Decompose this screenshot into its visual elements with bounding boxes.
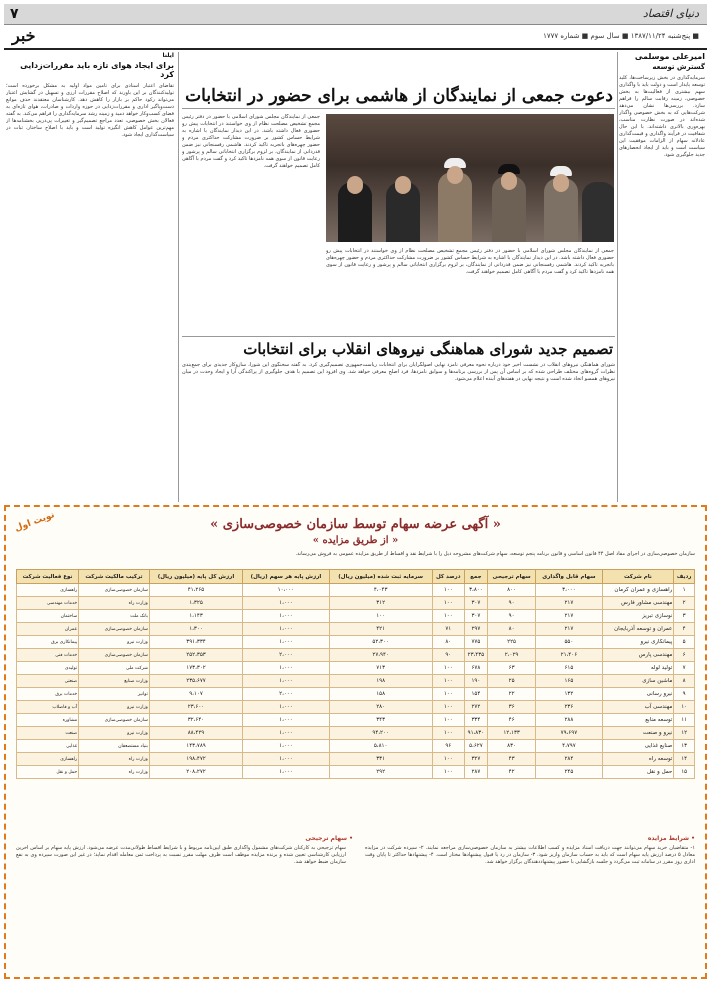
table-cell: ۳: [674, 610, 695, 623]
table-header-cell: سرمایه ثبت شده (میلیون ریال): [329, 570, 432, 584]
table-cell: ۱،۰۰۰: [243, 766, 330, 779]
sidebar-headline: امیرعلی موسلمی: [634, 52, 705, 61]
ad-subtitle: « از طریق مزایده »: [312, 535, 399, 546]
table-cell: ۹۰: [432, 649, 464, 662]
table-cell: ۲،۰۰۰: [243, 649, 330, 662]
table-cell: ۹۱،۸۳۰: [464, 727, 487, 740]
table-cell: ۱،۰۰۰: [243, 714, 330, 727]
person-face: [347, 176, 363, 194]
table-header-cell: نوع فعالیت شرکت: [17, 570, 79, 584]
table-header-cell: سهام ترجیحی: [487, 570, 535, 584]
table-cell: ۳۶: [487, 701, 535, 714]
table-cell: ۱،۰۰۰: [243, 675, 330, 688]
table-cell: وزارت راه: [79, 753, 150, 766]
table-cell: راهسازی و عمران کرمان: [602, 584, 674, 597]
main-story-body-left: جمعی از نمایندگان مجلس شورای اسلامی با حضور در دفتر رئیس مجمع تشخیص مصلحت نظام از وی خواستند در انتخابات پیش رو حضوری فعال داشته باشد. در این دیدار نمایندگان با اشاره به شرایط حساس کشور بر ضرورت مشارکت حداکثری مردم و حضور چهره‌های باتجربه تاکید کردند. هاشمی رفسنجانی نیز ضمن قدردانی از نمایندگان، بر لزوم برگزاری انتخاباتی سالم و پرشور و رعایت قانون از سوی همه نامزدها تاکید کرد و گفت مردم با آگاهی کامل تصمیم خواهند گرفت.: [182, 114, 320, 169]
table-cell: ۸۰۰: [487, 584, 535, 597]
table-cell: ۹۰: [487, 597, 535, 610]
table-cell: ۹: [674, 688, 695, 701]
table-cell: ۳۲،۶۴۰: [149, 714, 242, 727]
table-cell: ۱: [674, 584, 695, 597]
table-cell: ۶۱۵: [536, 662, 602, 675]
table-header-row: [17, 570, 695, 584]
table-cell: ۱۰۰: [432, 701, 464, 714]
table-cell: ۱،۰۰۰: [243, 753, 330, 766]
table-header-cell: ردیف: [674, 570, 695, 584]
ad-title: « آگهی عرضه سهام توسط سازمان خصوصی‌سازی »: [210, 517, 501, 532]
table-cell: راهسازی: [17, 753, 79, 766]
table-cell: ۱۰۰: [432, 688, 464, 701]
table-cell: ۱۹۰: [464, 675, 487, 688]
table-cell: ۱۰: [674, 701, 695, 714]
table-cell: وزارت نیرو: [79, 727, 150, 740]
paper-title: دنیای اقتصاد: [642, 7, 699, 20]
preferred-shares-heading: • سهام ترجیحی: [305, 835, 353, 842]
table-cell: تولید لوله: [602, 662, 674, 675]
page-number: ۷: [10, 6, 19, 22]
table-cell: ۲۱۷: [536, 623, 602, 636]
second-story-body: شورای هماهنگی نیروهای انقلاب در نشست اخیر خود درباره نحوه معرفی نامزد نهایی اصولگرایان برای انتخابات ریاست‌جمهوری تصمیم‌گیری کرد. به گفته سخنگوی این شورا، سازوکار جدیدی برای جمع‌بندی نظرات گروه‌های مختلف طراحی شده که بر اساس آن پس از بررسی برنامه‌ها و سوابق نامزدها، فرد اصلح معرفی خواهد شد. وی افزود این تصمیم با هدف جلوگیری از پراکندگی آرا و ایجاد وحدت در میان نیروهای همسو اتخاذ شده است و نتیجه نهایی در هفته‌های آینده اعلام می‌شود.: [182, 362, 615, 382]
table-cell: ۱۰۰: [432, 766, 464, 779]
person-face: [447, 166, 463, 184]
table-cell: ۲۸۷: [464, 766, 487, 779]
person-figure: [582, 182, 614, 242]
table-row: [17, 636, 695, 649]
table-cell: ۱۵۸: [329, 688, 432, 701]
table-cell: ۵۵۰: [536, 636, 602, 649]
table-header-cell: سهام قابل واگذاری: [536, 570, 602, 584]
table-row: [17, 714, 695, 727]
table-cell: صنعت: [17, 727, 79, 740]
table-cell: ۱،۱۴۳: [149, 610, 242, 623]
table-row: [17, 766, 695, 779]
table-cell: مهندسی مشاور فارس: [602, 597, 674, 610]
shares-table: [16, 569, 695, 779]
table-cell: ۶۷۸: [464, 662, 487, 675]
table-row: [17, 623, 695, 636]
table-cell: ۲۱،۴۰۶: [536, 649, 602, 662]
table-cell: ۷: [674, 662, 695, 675]
table-cell: ۲۲: [487, 688, 535, 701]
table-row: [17, 662, 695, 675]
table-cell: ۲۵: [487, 675, 535, 688]
table-cell: نیرو رسانی: [602, 688, 674, 701]
story-rule: [182, 336, 615, 337]
table-cell: غذایی: [17, 740, 79, 753]
table-cell: ۴: [674, 623, 695, 636]
table-cell: سازمان خصوصی‌سازی: [79, 649, 150, 662]
privatization-ad: [4, 505, 707, 979]
table-cell: ۸۰: [487, 623, 535, 636]
table-row: [17, 753, 695, 766]
table-cell: ۱،۰۰۰: [243, 636, 330, 649]
table-cell: ماشین سازی: [602, 675, 674, 688]
conditions-text: ۱- متقاضیان خرید سهام می‌توانند جهت دریافت اسناد مزایده و کسب اطلاعات بیشتر به سازمان خصوصی‌سازی مراجعه نمایند. ۲- سپرده شرکت در مزایده معادل ۵ درصد ارزش پایه سهام است که باید به حساب سازمان واریز شود. ۳- سازمان در رد یا قبول پیشنهادها مختار است. ۴- پیشنهادها حداکثر تا پایان وقت اداری روز مقرر در سامانه ثبت می‌گردد و جلسه بازگشایی با حضور پیشنهاددهندگان برگزار خواهد شد.: [365, 845, 695, 865]
table-cell: آب و فاضلاب: [17, 701, 79, 714]
table-cell: ۱۰۰: [432, 675, 464, 688]
news-photo: [326, 114, 614, 242]
table-cell: ۲۵۲،۳۵۳: [149, 649, 242, 662]
ad-intro: سازمان خصوصی‌سازی در اجرای مفاد اصل ۴۴ قانون اساسی و قانون برنامه پنجم توسعه، سهام شرکت‌های مشروحه ذیل را با شرایط نقد و اقساط از طریق مزایده عمومی به فروش می‌رساند.: [295, 551, 695, 557]
table-cell: ۱۴: [674, 753, 695, 766]
table-row: [17, 597, 695, 610]
table-header-cell: نام شرکت: [602, 570, 674, 584]
sidebar-body: سرمایه‌گذاری در بخش زیرساخت‌ها، کلید توسعه پایدار است و دولت باید با واگذاری سهم بیشتری از فعالیت‌ها به بخش خصوصی، زمینه رقابت سالم را فراهم سازد. بررسی‌ها نشان می‌دهد شرکت‌هایی که به بخش خصوصی واگذار شده‌اند در صورت نظارت مناسب، بهره‌وری بالاتری داشته‌اند. با این حال شفافیت در فرآیند واگذاری و قیمت‌گذاری عادلانه سهام از الزامات موفقیت این سیاست است و باید از ایجاد انحصارهای جدید جلوگیری شود.: [619, 75, 705, 158]
table-cell: ۹۰: [487, 610, 535, 623]
table-cell: راهسازی: [17, 584, 79, 597]
table-cell: ۵۲،۳۰۰: [329, 636, 432, 649]
table-cell: ۴۳: [487, 753, 535, 766]
table-cell: ۲۲۵: [487, 636, 535, 649]
table-cell: ۴۶: [487, 714, 535, 727]
table-cell: توانیر: [79, 688, 150, 701]
table-cell: ۲۹۷: [464, 623, 487, 636]
section-bar: [4, 26, 707, 50]
table-cell: عمران: [17, 623, 79, 636]
table-cell: ۳۰۷: [464, 610, 487, 623]
main-story-body: جمعی از نمایندگان مجلس شورای اسلامی با حضور در دفتر رئیس مجمع تشخیص مصلحت نظام از وی خواستند در انتخابات پیش رو حضوری فعال داشته باشد. در این دیدار نمایندگان با اشاره به شرایط حساس کشور بر ضرورت مشارکت حداکثری مردم و حضور چهره‌های باتجربه تاکید کردند. هاشمی رفسنجانی نیز ضمن قدردانی از نمایندگان، بر لزوم برگزاری انتخاباتی سالم و پرشور و رعایت قانون از سوی همه نامزدها تاکید کرد و گفت مردم با آگاهی کامل تصمیم خواهند گرفت.: [326, 248, 614, 275]
table-cell: ۷۱۳: [329, 662, 432, 675]
table-cell: ۱۹۸،۴۷۲: [149, 753, 242, 766]
table-header-cell: ارزش کل پایه (میلیون ریال): [149, 570, 242, 584]
table-cell: بنیاد مستضعفان: [79, 740, 150, 753]
table-cell: توسعه منابع: [602, 714, 674, 727]
column-divider: [617, 52, 618, 502]
table-cell: ۱۶۵: [536, 675, 602, 688]
table-cell: عمران و توسعه آذربایجان: [602, 623, 674, 636]
table-cell: توسعه راه: [602, 753, 674, 766]
table-cell: ۱۱: [674, 714, 695, 727]
table-cell: ۱،۰۰۰: [243, 701, 330, 714]
table-cell: ۲۹۲: [329, 766, 432, 779]
table-row: [17, 740, 695, 753]
table-cell: ۹،۱۰۷: [149, 688, 242, 701]
table-cell: صنعتی: [17, 675, 79, 688]
table-cell: ۱۰۰: [432, 584, 464, 597]
table-row: [17, 649, 695, 662]
table-cell: ۲،۰۰۰: [243, 688, 330, 701]
table-cell: مشاوره: [17, 714, 79, 727]
left-kicker: ایلنا: [162, 52, 174, 59]
person-face: [395, 176, 411, 194]
dateline: ■ پنج‌شنبه ۱۳۸۷/۱۱/۲۴ ■ سال سوم ■ شماره ۱۷۷۷: [543, 32, 699, 40]
table-cell: ۴،۷۹۷: [536, 740, 602, 753]
table-cell: ۱۳۲: [536, 688, 602, 701]
table-cell: خدمات فنی: [17, 649, 79, 662]
table-cell: حمل و نقل: [17, 766, 79, 779]
table-cell: ۹۶: [432, 740, 464, 753]
person-face: [553, 174, 569, 192]
table-cell: ۶: [674, 649, 695, 662]
table-cell: ۸: [674, 675, 695, 688]
table-cell: ۱۰۰: [432, 597, 464, 610]
table-cell: ۱۰،۰۰۰: [243, 584, 330, 597]
table-cell: شرکت ملی: [79, 662, 150, 675]
table-cell: ۵،۸۱۰: [329, 740, 432, 753]
table-row: [17, 584, 695, 597]
table-cell: حمل و نقل: [602, 766, 674, 779]
table-cell: وزارت نیرو: [79, 701, 150, 714]
table-cell: مهندسی آب: [602, 701, 674, 714]
table-cell: بانک ملت: [79, 610, 150, 623]
person-face: [501, 172, 517, 190]
table-cell: ۳۳۱: [329, 753, 432, 766]
table-body: [17, 584, 695, 779]
headline-rule: [182, 108, 615, 109]
table-cell: ۵،۶۲۷: [464, 740, 487, 753]
table-cell: ۱،۳۰۰: [149, 623, 242, 636]
table-cell: نیرو و صنعت: [602, 727, 674, 740]
sidebar-subhead: گسترش توسعه: [652, 63, 705, 71]
table-cell: ۴۲۱: [329, 623, 432, 636]
table-cell: ۱۳: [674, 740, 695, 753]
table-cell: ۲: [674, 597, 695, 610]
table-cell: ۴۲: [487, 766, 535, 779]
table-cell: ۲۸۸: [536, 714, 602, 727]
table-cell: ۱۴۳،۷۸۹: [149, 740, 242, 753]
left-column: [6, 52, 174, 502]
table-cell: ۲،۰۲۹: [487, 649, 535, 662]
table-cell: نوسازی تبریز: [602, 610, 674, 623]
table-cell: ۷۱: [432, 623, 464, 636]
table-cell: ۴،۰۴۳: [329, 584, 432, 597]
table-cell: ۱۰۰: [432, 753, 464, 766]
table-header-cell: درصد کل: [432, 570, 464, 584]
table-cell: ۲۴۵: [536, 766, 602, 779]
masthead-band: [4, 4, 707, 25]
table-cell: سازمان خصوصی‌سازی: [79, 623, 150, 636]
table-cell: ۲۸۰: [329, 701, 432, 714]
table-cell: ۲۳۵،۶۷۷: [149, 675, 242, 688]
table-cell: ۳۰۷: [464, 597, 487, 610]
table-cell: ۱۵۴: [464, 688, 487, 701]
table-cell: ۱،۰۰۰: [243, 662, 330, 675]
table-cell: وزارت نیرو: [79, 636, 150, 649]
table-cell: ۲۰۸،۲۷۲: [149, 766, 242, 779]
table-header-cell: جمع: [464, 570, 487, 584]
ad-badge: نوبت اول: [13, 510, 57, 534]
table-cell: ۷۹،۶۹۷: [536, 727, 602, 740]
table-cell: ۲۳۶: [536, 701, 602, 714]
table-cell: ۱،۳۲۵: [149, 597, 242, 610]
table-cell: ۱۰۰: [432, 610, 464, 623]
table-cell: ۲۳،۴۳۵: [464, 649, 487, 662]
preferred-shares-text: سهام ترجیحی به کارکنان شرکت‌های مشمول واگذاری طبق آیین‌نامه مربوط و با شرایط اقساط طولانی‌مدت عرضه می‌شود. ارزش پایه سهام بر اساس آخرین ارزیابی کارشناسی تعیین شده و برنده مزایده موظف است ظرف مهلت مقرر نسبت به پرداخت ثمن معامله اقدام نماید؛ در غیر این صورت سپرده وی به نفع سازمان ضبط خواهد شد.: [16, 845, 346, 865]
table-cell: ۳۴۳: [329, 714, 432, 727]
table-cell: ۸۳۰: [487, 740, 535, 753]
table-cell: مهندسی پارس: [602, 649, 674, 662]
table-cell: ۱۷۳،۳۰۲: [149, 662, 242, 675]
table-cell: ۱،۰۰۰: [243, 727, 330, 740]
table-cell: ۳۲۷: [464, 753, 487, 766]
main-headline: دعوت جمعی از نمایندگان از هاشمی برای حضور در انتخابات: [185, 86, 613, 106]
table-cell: ۱،۰۰۰: [243, 740, 330, 753]
table-cell: ۳۱۲: [329, 597, 432, 610]
conditions-heading: • شرایط مزایده: [647, 835, 695, 842]
left-headline: برای ایجاد هوای تازه باید مقررات‌زدایی کرد: [20, 61, 174, 79]
table-cell: ۱،۰۰۰: [243, 597, 330, 610]
table-cell: خدمات برق: [17, 688, 79, 701]
table-cell: وزارت صنایع: [79, 675, 150, 688]
table-cell: ۳۳۴: [464, 714, 487, 727]
table-row: [17, 610, 695, 623]
table-cell: سازمان خصوصی‌سازی: [79, 584, 150, 597]
table-cell: پیمانکاری نیرو: [602, 636, 674, 649]
table-cell: ۱۲: [674, 727, 695, 740]
left-body: تقاضای اعتبار اسنادی برای تامین مواد اولیه به مشکل برخورده است؛ تولیدکنندگان بر این باورند که اصلاح مقررات ارزی و تسهیل در گشایش اعتبار می‌تواند رکود حاکم بر بازار را کاهش دهد. کارشناسان معتقدند حذف موانع دست‌وپاگیر اداری و مقررات‌زدایی در حوزه واردات و صادرات، هوای تازه‌ای به فضای کسب‌وکار خواهد دمید و زمینه رشد سرمایه‌گذاری را فراهم می‌کند. به گفته فعالان بخش خصوصی، تعدد مراجع تصمیم‌گیر و تغییرات پی‌درپی بخشنامه‌ها از مهم‌ترین عوامل کاهش انگیزه تولید است و باید با اصلاح ساختار، ثبات در سیاست‌گذاری ایجاد شود.: [6, 83, 174, 138]
table-cell: ۱۵: [674, 766, 695, 779]
table-cell: ۲۷،۹۴۰: [329, 649, 432, 662]
right-sidebar: [619, 52, 705, 502]
table-cell: تولیدی: [17, 662, 79, 675]
table-cell: صنایع غذایی: [602, 740, 674, 753]
second-headline: تصمیم جدید شورای هماهنگی نیروهای انقلاب برای انتخابات: [243, 340, 613, 358]
table-cell: ۶۳: [487, 662, 535, 675]
table-cell: ۱۹۸: [329, 675, 432, 688]
table-cell: ۵: [674, 636, 695, 649]
table-cell: ۱،۰۰۰: [243, 610, 330, 623]
table-cell: ۲۱۷: [536, 610, 602, 623]
table-cell: ۲۷۲: [464, 701, 487, 714]
table-cell: ۳،۰۰۰: [536, 584, 602, 597]
table-cell: ۸۰: [432, 636, 464, 649]
table-row: [17, 727, 695, 740]
table-header-cell: ترکیب مالکیت شرکت: [79, 570, 150, 584]
table-cell: ۱۲،۱۳۳: [487, 727, 535, 740]
table-cell: وزارت راه: [79, 766, 150, 779]
table-row: [17, 701, 695, 714]
table-cell: ۲۱۷: [536, 597, 602, 610]
table-cell: ۹۴،۲۰۰: [329, 727, 432, 740]
table-cell: ۳،۸۰۰: [464, 584, 487, 597]
table-cell: ۱۰۰: [432, 662, 464, 675]
table-cell: ساختمان: [17, 610, 79, 623]
table-header-cell: ارزش پایه هر سهم (ریال): [243, 570, 330, 584]
table-cell: ۳۹۱،۳۳۴: [149, 636, 242, 649]
table-cell: خدمات مهندسی: [17, 597, 79, 610]
section-title: خبر: [12, 26, 36, 45]
table-cell: ۱۰۰: [329, 610, 432, 623]
table-row: [17, 688, 695, 701]
table-cell: ۸۸،۴۲۹: [149, 727, 242, 740]
table-cell: ۱۰۰: [432, 727, 464, 740]
table-row: [17, 675, 695, 688]
table-cell: ۷۷۵: [464, 636, 487, 649]
table-cell: ۱،۰۰۰: [243, 623, 330, 636]
table-cell: پیمانکاری برق: [17, 636, 79, 649]
column-divider: [178, 52, 179, 502]
table-cell: ۲۸۴: [536, 753, 602, 766]
table-cell: ۲۳،۶۰۰: [149, 701, 242, 714]
table-cell: ۱۰۰: [432, 714, 464, 727]
table-cell: ۴۱،۲۶۵: [149, 584, 242, 597]
table-cell: وزارت راه: [79, 597, 150, 610]
table-cell: سازمان خصوصی‌سازی: [79, 714, 150, 727]
